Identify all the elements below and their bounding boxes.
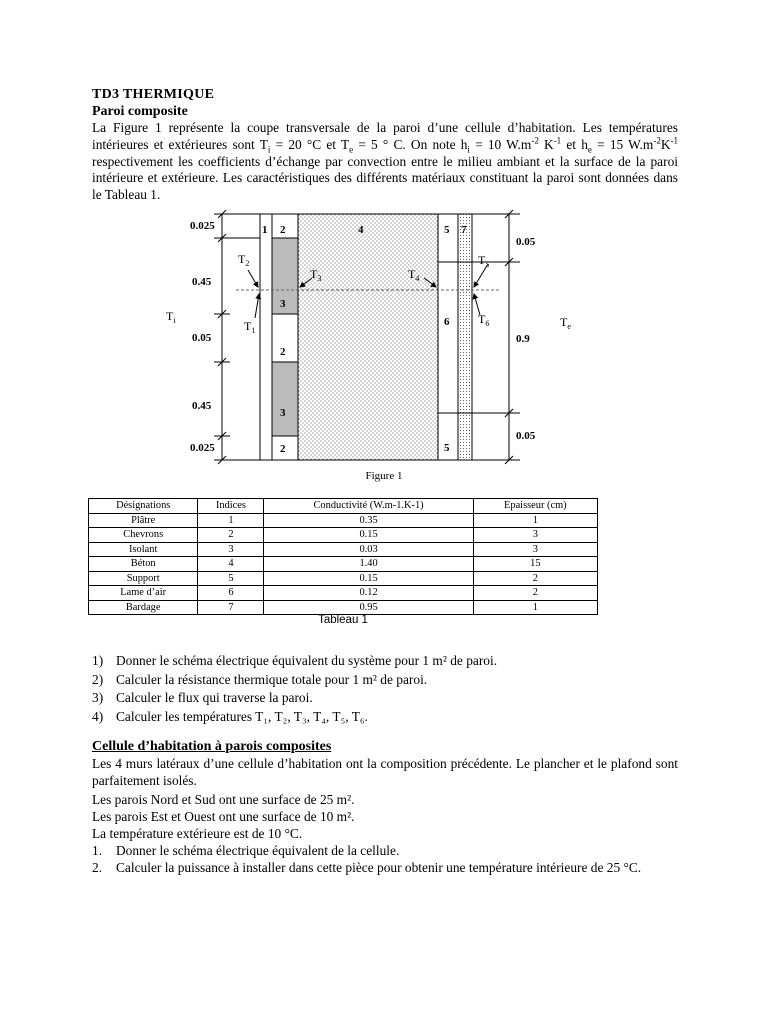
layer-label-2a: 2 [280, 224, 286, 236]
layer-4-beton [298, 214, 438, 460]
col-conductivite: Conductivité (W.m-1.K-1) [264, 499, 473, 514]
question-item [92, 689, 682, 708]
layer-label-3a: 3 [280, 298, 286, 310]
layer-label-4: 4 [358, 224, 364, 236]
layer-label-5a: 5 [444, 224, 450, 236]
table-cell: 15 [473, 557, 597, 572]
table-cell: 0.35 [264, 513, 473, 528]
question-item [92, 859, 678, 876]
table-cell: Isolant [89, 542, 198, 557]
label-T6: $T_6$ [478, 312, 490, 328]
layer-label-3b: 3 [280, 407, 286, 419]
table-cell: 0.12 [264, 586, 473, 601]
table-cell: 1.40 [264, 557, 473, 572]
col-designation: Désignations [89, 499, 198, 514]
table-cell: 2 [473, 586, 597, 601]
question-number: 2. [92, 860, 103, 875]
section-title-cellule: Cellule d’habitation à parois composites [92, 739, 332, 754]
table-cell: 2 [198, 528, 264, 543]
section-cellule [92, 738, 678, 876]
label-Ti: $T_i$ [166, 309, 176, 325]
table-cell: 0.15 [264, 528, 473, 543]
table-cell: Béton [89, 557, 198, 572]
question-number: 3) [92, 690, 104, 705]
question-number: 4) [92, 708, 104, 724]
table-cell: Lame d’air [89, 586, 198, 601]
questions-part1 [92, 652, 682, 726]
table-row [89, 528, 598, 543]
question-text: Calculer la résistance thermique totale pour 1 m² de paroi. [116, 671, 428, 687]
label-Te: $T_e$ [560, 315, 571, 331]
label-T1: $T_1$ [244, 319, 256, 335]
materials-table [88, 498, 598, 615]
north-south-line: Les parois Nord et Sud ont une surface de 25 m². [92, 792, 355, 807]
dim-right-2: 0.05 [516, 430, 536, 442]
table-row [89, 542, 598, 557]
table-cell: 3 [198, 542, 264, 557]
table-cell: 2 [473, 571, 597, 586]
label-T4: $T_4$ [408, 267, 420, 283]
layer-7-bardage [458, 214, 472, 460]
table-cell: 0.15 [264, 571, 473, 586]
col-epaisseur: Epaisseur (cm) [473, 499, 597, 514]
dim-left-3: 0.45 [192, 400, 212, 412]
question-text: Calculer le flux qui traverse la paroi. [116, 690, 313, 705]
question-text: Donner le schéma électrique équivalent du système pour 1 m² de paroi. [116, 653, 498, 668]
question-text: Calculer la puissance à installer dans cette pièce pour obtenir une température intérieure de 25 °C. [116, 860, 642, 875]
dim-right-1: 0.9 [516, 333, 530, 345]
table-row [89, 571, 598, 586]
figure-caption: Figure 1 [365, 470, 403, 482]
layer-label-1: 1 [262, 224, 268, 236]
dim-left-4: 0.025 [190, 442, 215, 454]
table-cell: Plâtre [89, 513, 198, 528]
table-row [89, 586, 598, 601]
table-cell: Chevrons [89, 528, 198, 543]
layer-label-5b: 5 [444, 442, 450, 454]
layer-3-isolant-b [272, 362, 298, 436]
question-item [92, 652, 682, 671]
cellule-paragraph: Les 4 murs latéraux d’une cellule d’habitation ont la composition précédente. Le plancher et le plafond sont parfaitement isolés. [92, 756, 678, 788]
dim-right-0: 0.05 [516, 236, 536, 248]
ext-temp-line: La température extérieure est de 10 °C. [92, 826, 303, 841]
table-header-row [89, 499, 598, 514]
section-title-paroi: Paroi composite [92, 104, 188, 119]
layer-label-2c: 2 [280, 443, 286, 455]
question-text: Donner le schéma électrique équivalent de la cellule. [116, 843, 400, 858]
question-item [92, 671, 682, 690]
table-cell: 3 [473, 542, 597, 557]
question-text: Calculer les températures T₁, T₂, T₃, T₄, T₅, T₆. [116, 708, 368, 724]
question-number: 1) [92, 653, 104, 668]
east-west-line: Les parois Est et Ouest ont une surface de 10 m². [92, 809, 355, 824]
layer-label-7: 7 [461, 224, 467, 236]
question-item [92, 708, 682, 727]
table-row [89, 513, 598, 528]
layer-label-6: 6 [444, 316, 450, 328]
label-T3: $T_3$ [310, 267, 322, 283]
layer-label-2b: 2 [280, 346, 286, 358]
table-cell: 0.03 [264, 542, 473, 557]
question-item [92, 842, 678, 859]
intro-paragraph: La Figure 1 représente la coupe transversale de la paroi d’une cellule d’habitation. Les températures intérieures et extérieures sont $T_i = 20$ °C et $T_e = 5$ ° C. On note $h_i = 10$ $W.m^{-2}$ $K^{-1}$ et $h_e = 15$ $W.m^{-2}K^{-1}$ respectivement les coefficients d’échange par convection entre le milieu ambiant et la surface de la paroi intérieure et extérieure. Les caractéristiques des différents matériaux constituant la paroi sont données dans le Tableau 1. [92, 120, 678, 203]
table-cell: Bardage [89, 600, 198, 615]
question-number: 2) [92, 671, 104, 687]
table-cell: Support [89, 571, 198, 586]
layer-5-support [438, 214, 458, 460]
table-row [89, 557, 598, 572]
label-T2: $T_2$ [238, 252, 250, 268]
layer-1-platre [260, 214, 272, 460]
dim-left-2: 0.05 [192, 332, 212, 344]
wall-section-figure [0, 0, 768, 470]
table-row [89, 600, 598, 615]
table-cell: 3 [473, 528, 597, 543]
table-cell: 7 [198, 600, 264, 615]
label-T5: $T_5$ [478, 253, 490, 269]
table-cell: 0.95 [264, 600, 473, 615]
table-caption: Tableau 1 [318, 614, 368, 626]
dim-left-1: 0.45 [192, 276, 212, 288]
table-cell: 4 [198, 557, 264, 572]
page-title: TD3 THERMIQUE [92, 87, 215, 102]
table-cell: 6 [198, 586, 264, 601]
question-number: 1. [92, 843, 103, 858]
dim-left-0: 0.025 [190, 220, 215, 232]
table-cell: 1 [473, 600, 597, 615]
table-cell: 1 [473, 513, 597, 528]
col-indices: Indices [198, 499, 264, 514]
table-cell: 5 [198, 571, 264, 586]
table-cell: 1 [198, 513, 264, 528]
